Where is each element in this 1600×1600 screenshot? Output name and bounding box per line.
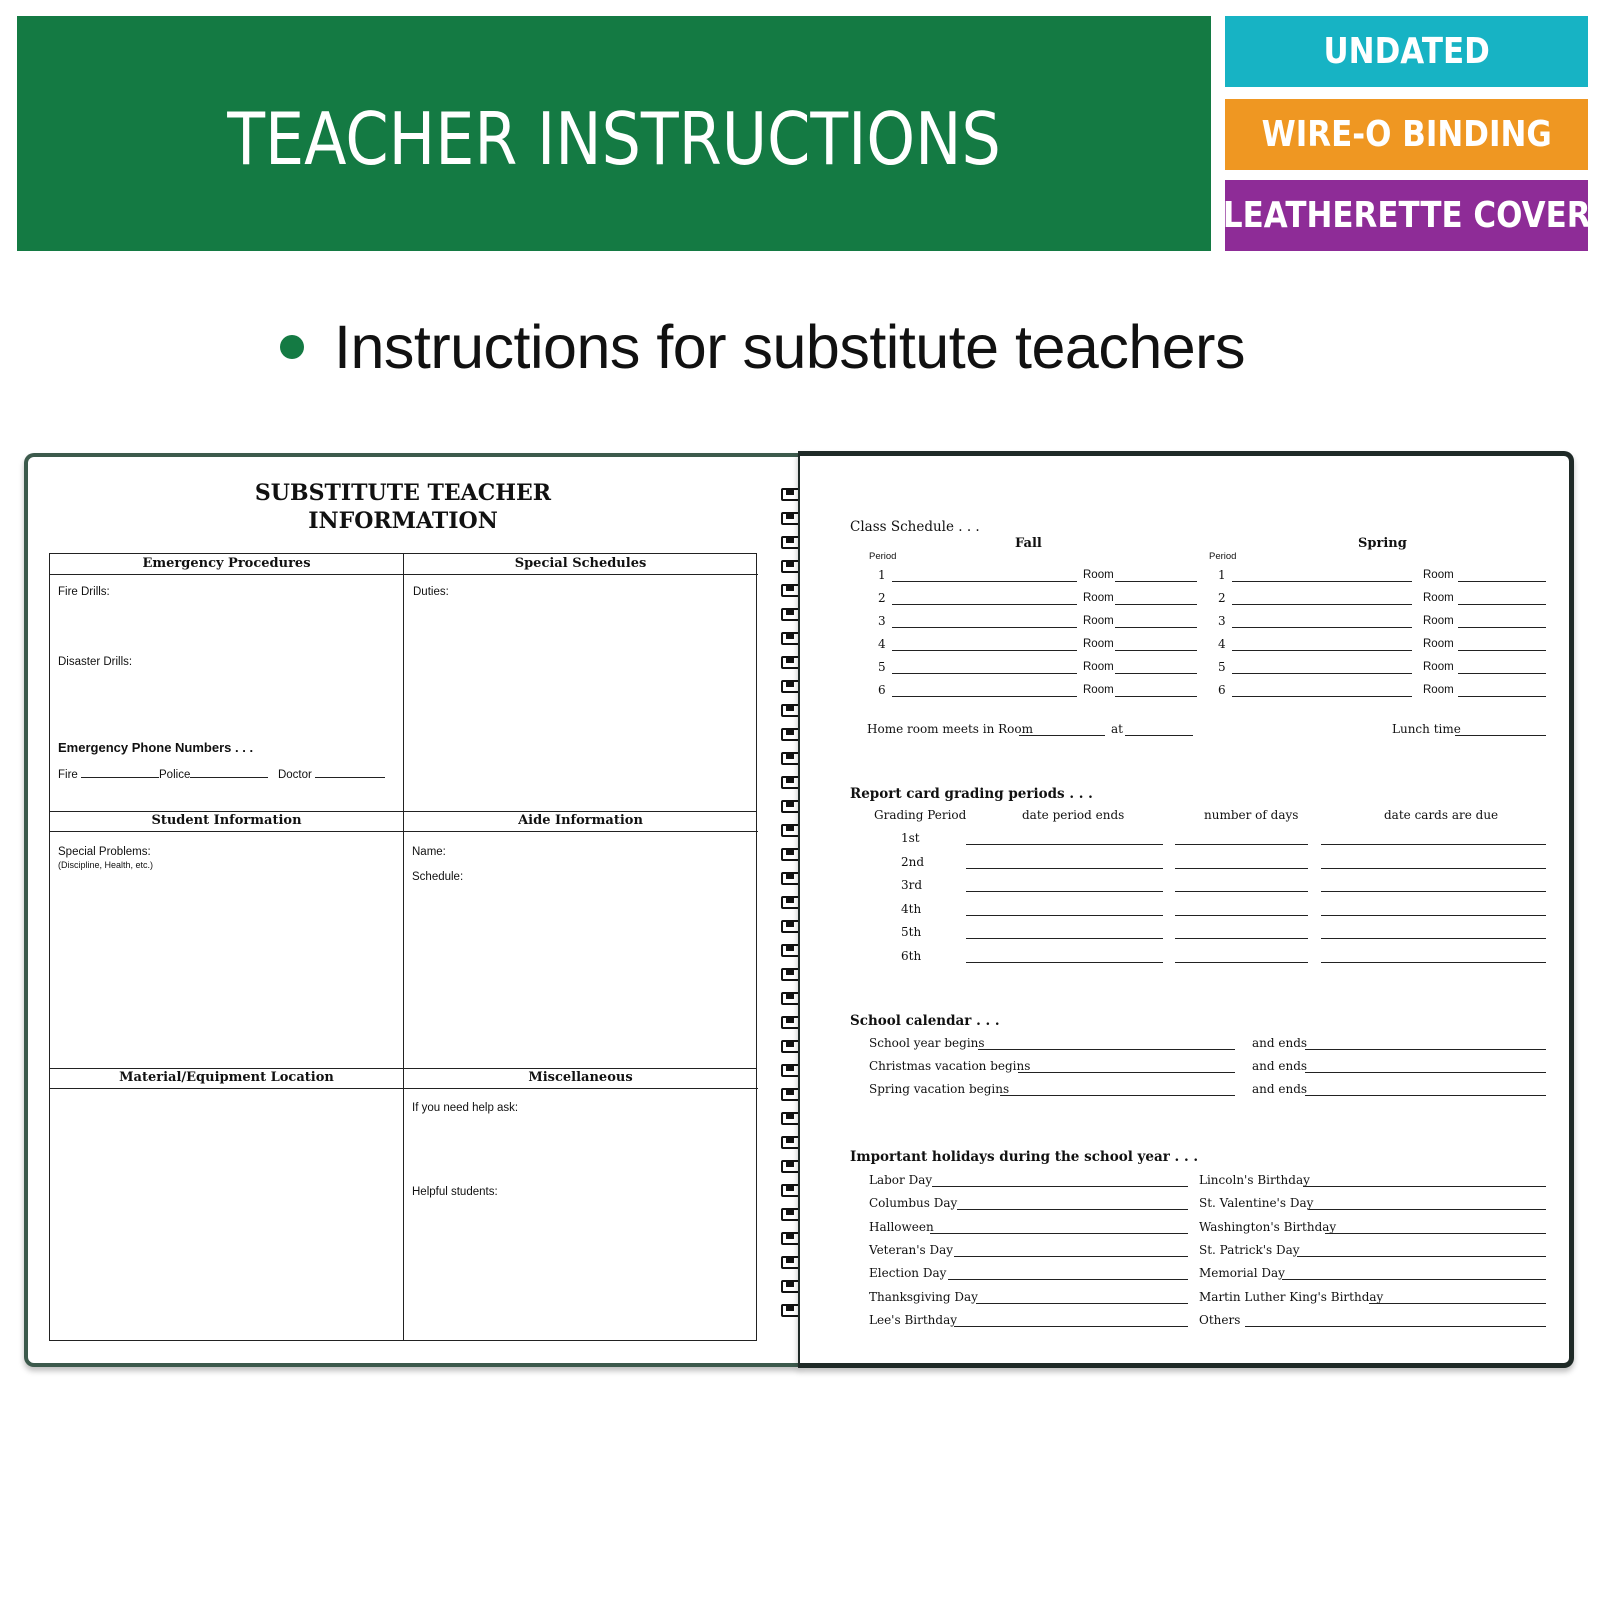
homeroom-time-blank[interactable]: [1125, 735, 1193, 736]
fall-room-blank[interactable]: [1115, 581, 1197, 582]
fall-room-blank[interactable]: [1115, 650, 1197, 651]
school-calendar-heading-text: School calendar . . .: [850, 1013, 1000, 1029]
tag-undated-label: UNDATED: [1323, 31, 1490, 72]
feature-bullet-text: Instructions for substitute teachers: [334, 313, 1245, 381]
emergency-phone-heading: Emergency Phone Numbers . . .: [58, 740, 254, 755]
grading-col-due: date cards are due: [1384, 808, 1499, 822]
header-banner: [17, 16, 1211, 251]
fire-blank[interactable]: [81, 768, 159, 778]
calendar-row-label: Spring vacation begins: [869, 1082, 1010, 1096]
spring-room-label: Room: [1423, 592, 1454, 604]
miscellaneous-header: Miscellaneous: [403, 1068, 758, 1089]
emergency-procedures-cell: [50, 554, 403, 811]
doctor-label: Doctor: [277, 769, 312, 781]
aide-information-cell: [403, 811, 758, 1068]
grading-heading-text: Report card grading periods . . .: [850, 786, 1093, 802]
spring-period-number: 4: [1218, 637, 1226, 651]
tag-undated: [1225, 16, 1588, 87]
help-ask-label: If you need help ask:: [412, 1102, 519, 1114]
aide-information-header: Aide Information: [403, 811, 758, 832]
grading-heading: [850, 786, 1093, 802]
calendar-ends-label: and ends: [1252, 1082, 1308, 1096]
holiday-left-blank[interactable]: [954, 1256, 1188, 1257]
date-period-ends-blank[interactable]: [966, 844, 1163, 845]
spring-heading: Spring: [1358, 536, 1407, 551]
number-of-days-blank[interactable]: [1175, 915, 1308, 916]
miscellaneous-cell: [403, 1068, 758, 1342]
holiday-left-label: Halloween: [869, 1219, 934, 1234]
holiday-right-blank[interactable]: [1245, 1326, 1546, 1327]
class-schedule-heading-text: Class Schedule . . .: [850, 519, 980, 535]
fall-period-number: 4: [878, 637, 886, 651]
spring-room-label: Room: [1423, 569, 1454, 581]
date-cards-due-blank[interactable]: [1321, 938, 1546, 939]
holidays-heading-text: Important holidays during the school year . . .: [850, 1149, 1199, 1165]
holiday-right-label: St. Patrick's Day: [1199, 1242, 1300, 1257]
fall-room-blank[interactable]: [1115, 627, 1197, 628]
holiday-left-blank[interactable]: [976, 1303, 1188, 1304]
date-period-ends-blank[interactable]: [966, 868, 1163, 869]
title-line-1: SUBSTITUTE TEACHER: [254, 480, 552, 506]
holiday-right-blank[interactable]: [1369, 1303, 1546, 1304]
lunch-time-label: Lunch time: [1392, 722, 1461, 736]
tag-binding-label: WIRE-O BINDING: [1261, 114, 1552, 155]
number-of-days-blank[interactable]: [1175, 962, 1308, 963]
feature-bullet: [280, 312, 1245, 382]
spring-room-blank[interactable]: [1458, 696, 1546, 697]
special-problems-label: Special Problems:: [58, 846, 151, 858]
spring-class-blank[interactable]: [1232, 650, 1412, 651]
holiday-right-label: Martin Luther King's Birthday: [1199, 1289, 1384, 1304]
school-calendar-heading: [850, 1013, 1000, 1029]
fall-class-blank[interactable]: [892, 627, 1077, 628]
spring-class-blank[interactable]: [1232, 581, 1412, 582]
material-location-header: Material/Equipment Location: [50, 1068, 403, 1089]
holiday-left-label: Lee's Birthday: [869, 1312, 958, 1327]
holiday-right-blank[interactable]: [1282, 1279, 1546, 1280]
calendar-ends-label: and ends: [1252, 1036, 1308, 1050]
calendar-begins-blank[interactable]: [1000, 1095, 1235, 1096]
fall-class-blank[interactable]: [892, 650, 1077, 651]
grading-period-row-label: 2nd: [901, 854, 925, 869]
fall-room-label: Room: [1083, 684, 1114, 696]
emergency-phone-row: [58, 768, 385, 781]
date-cards-due-blank[interactable]: [1321, 962, 1546, 963]
substitute-info-grid: [49, 553, 757, 1341]
spring-room-blank[interactable]: [1458, 673, 1546, 674]
grading-period-row-label: 3rd: [901, 878, 923, 892]
duties-label: Duties:: [413, 586, 449, 598]
disaster-drills-label: Disaster Drills:: [58, 656, 133, 668]
holiday-left-blank[interactable]: [957, 1209, 1188, 1210]
spring-room-blank[interactable]: [1458, 581, 1546, 582]
fire-drills-label: Fire Drills:: [58, 586, 110, 598]
spring-room-blank[interactable]: [1458, 627, 1546, 628]
helpful-students-label: Helpful students:: [412, 1186, 498, 1198]
spring-room-blank[interactable]: [1458, 650, 1546, 651]
fall-class-blank[interactable]: [892, 673, 1077, 674]
tag-wire-o-binding: [1225, 99, 1588, 170]
holiday-left-label: Election Day: [869, 1266, 947, 1281]
bullet-dot-icon: [280, 335, 304, 359]
spring-room-label: Room: [1423, 661, 1454, 673]
aide-name-label: Name:: [412, 846, 446, 858]
holiday-left-label: Labor Day: [869, 1173, 933, 1187]
grading-period-row-label: 4th: [901, 901, 922, 916]
calendar-ends-blank[interactable]: [1305, 1095, 1546, 1096]
spring-period-number: 6: [1218, 683, 1226, 697]
holiday-right-blank[interactable]: [1325, 1233, 1546, 1234]
fall-period-label: Period: [869, 551, 897, 562]
homeroom-room-blank[interactable]: [1019, 735, 1105, 736]
fall-room-blank[interactable]: [1115, 604, 1197, 605]
homeroom-label: Home room meets in Room: [867, 722, 1033, 736]
holiday-left-blank[interactable]: [954, 1326, 1188, 1327]
aide-schedule-label: Schedule:: [412, 871, 464, 883]
spring-class-blank[interactable]: [1232, 696, 1412, 697]
doctor-blank[interactable]: [315, 768, 385, 778]
holiday-left-label: Thanksgiving Day: [869, 1289, 978, 1304]
spring-period-number: 1: [1218, 568, 1226, 582]
fall-room-label: Room: [1083, 615, 1114, 627]
spring-room-label: Room: [1423, 638, 1454, 650]
spring-period-number: 2: [1218, 591, 1226, 605]
calendar-begins-blank[interactable]: [1018, 1072, 1235, 1073]
fall-period-number: 3: [878, 614, 886, 628]
holidays-heading: [850, 1149, 1198, 1165]
holiday-left-label: Columbus Day: [869, 1196, 958, 1211]
calendar-row-label: School year begins: [869, 1036, 985, 1050]
fall-class-blank[interactable]: [892, 604, 1077, 605]
left-page-title: [28, 479, 778, 535]
spring-class-blank[interactable]: [1232, 673, 1412, 674]
holiday-right-label: Others: [1199, 1312, 1241, 1327]
fire-label: Fire: [58, 769, 78, 781]
calendar-ends-blank[interactable]: [1305, 1049, 1546, 1050]
tag-leatherette-cover: [1222, 180, 1591, 251]
fall-room-label: Room: [1083, 661, 1114, 673]
student-information-header: Student Information: [50, 811, 403, 832]
fall-period-number: 1: [878, 568, 886, 582]
grading-col-ends: date period ends: [1022, 808, 1125, 822]
lunch-time-blank[interactable]: [1455, 735, 1546, 736]
number-of-days-blank[interactable]: [1175, 891, 1308, 892]
number-of-days-blank[interactable]: [1175, 938, 1308, 939]
special-schedules-cell: [403, 554, 758, 811]
grading-col-days: number of days: [1204, 808, 1299, 822]
spring-room-label: Room: [1423, 684, 1454, 696]
material-location-cell: [50, 1068, 403, 1342]
calendar-ends-blank[interactable]: [1305, 1072, 1546, 1073]
number-of-days-blank[interactable]: [1175, 844, 1308, 845]
tag-cover-label: LEATHERETTE COVER: [1222, 195, 1591, 236]
spring-period-number: 5: [1218, 660, 1226, 674]
fall-period-number: 5: [878, 660, 886, 674]
special-problems-note: (Discipline, Health, etc.): [58, 860, 154, 870]
holiday-left-blank[interactable]: [932, 1186, 1188, 1187]
fall-room-label: Room: [1083, 569, 1114, 581]
police-label: Police: [159, 769, 191, 781]
class-schedule-heading: [850, 519, 980, 535]
emergency-procedures-header: Emergency Procedures: [50, 554, 403, 575]
fall-class-blank[interactable]: [892, 581, 1077, 582]
holiday-right-blank[interactable]: [1303, 1186, 1546, 1187]
date-cards-due-blank[interactable]: [1321, 915, 1546, 916]
date-cards-due-blank[interactable]: [1321, 868, 1546, 869]
calendar-row-label: Christmas vacation begins: [869, 1059, 1031, 1073]
fall-period-number: 6: [878, 683, 886, 697]
homeroom-at-label: at: [1111, 722, 1123, 736]
grading-period-row-label: 5th: [901, 925, 922, 939]
grading-col-period: Grading Period: [874, 808, 967, 822]
spring-class-blank[interactable]: [1232, 627, 1412, 628]
spring-room-label: Room: [1423, 615, 1454, 627]
fall-room-label: Room: [1083, 638, 1114, 650]
holiday-right-blank[interactable]: [1308, 1209, 1546, 1210]
banner-title: TEACHER INSTRUCTIONS: [227, 96, 1001, 181]
holiday-right-blank[interactable]: [1297, 1256, 1546, 1257]
fall-room-blank[interactable]: [1115, 673, 1197, 674]
holiday-right-label: Memorial Day: [1199, 1266, 1285, 1281]
holiday-left-blank[interactable]: [930, 1233, 1188, 1234]
grading-period-row-label: 1st: [901, 831, 920, 845]
fall-room-label: Room: [1083, 592, 1114, 604]
police-blank[interactable]: [190, 768, 268, 778]
date-cards-due-blank[interactable]: [1321, 844, 1546, 845]
date-cards-due-blank[interactable]: [1321, 891, 1546, 892]
date-period-ends-blank[interactable]: [966, 891, 1163, 892]
special-schedules-header: Special Schedules: [403, 554, 758, 575]
spring-room-blank[interactable]: [1458, 604, 1546, 605]
holiday-left-blank[interactable]: [948, 1279, 1188, 1280]
fall-room-blank[interactable]: [1115, 696, 1197, 697]
spring-class-blank[interactable]: [1232, 604, 1412, 605]
calendar-ends-label: and ends: [1252, 1059, 1308, 1073]
holiday-left-label: Veteran's Day: [869, 1242, 954, 1257]
calendar-begins-blank[interactable]: [978, 1049, 1235, 1050]
spring-period-label: Period: [1209, 551, 1237, 562]
date-period-ends-blank[interactable]: [966, 915, 1163, 916]
planner-left-page: [24, 453, 799, 1367]
spring-period-number: 3: [1218, 614, 1226, 628]
planner-right-page: [798, 451, 1574, 1368]
date-period-ends-blank[interactable]: [966, 938, 1163, 939]
title-line-2: INFORMATION: [308, 508, 498, 534]
holiday-right-label: Washington's Birthday: [1199, 1219, 1337, 1234]
date-period-ends-blank[interactable]: [966, 962, 1163, 963]
fall-heading: Fall: [1015, 536, 1042, 551]
student-information-cell: [50, 811, 403, 1068]
number-of-days-blank[interactable]: [1175, 868, 1308, 869]
grading-period-row-label: 6th: [901, 948, 922, 963]
holiday-right-label: St. Valentine's Day: [1199, 1196, 1314, 1211]
holiday-right-label: Lincoln's Birthday: [1199, 1173, 1310, 1187]
fall-period-number: 2: [878, 591, 886, 605]
fall-class-blank[interactable]: [892, 696, 1077, 697]
